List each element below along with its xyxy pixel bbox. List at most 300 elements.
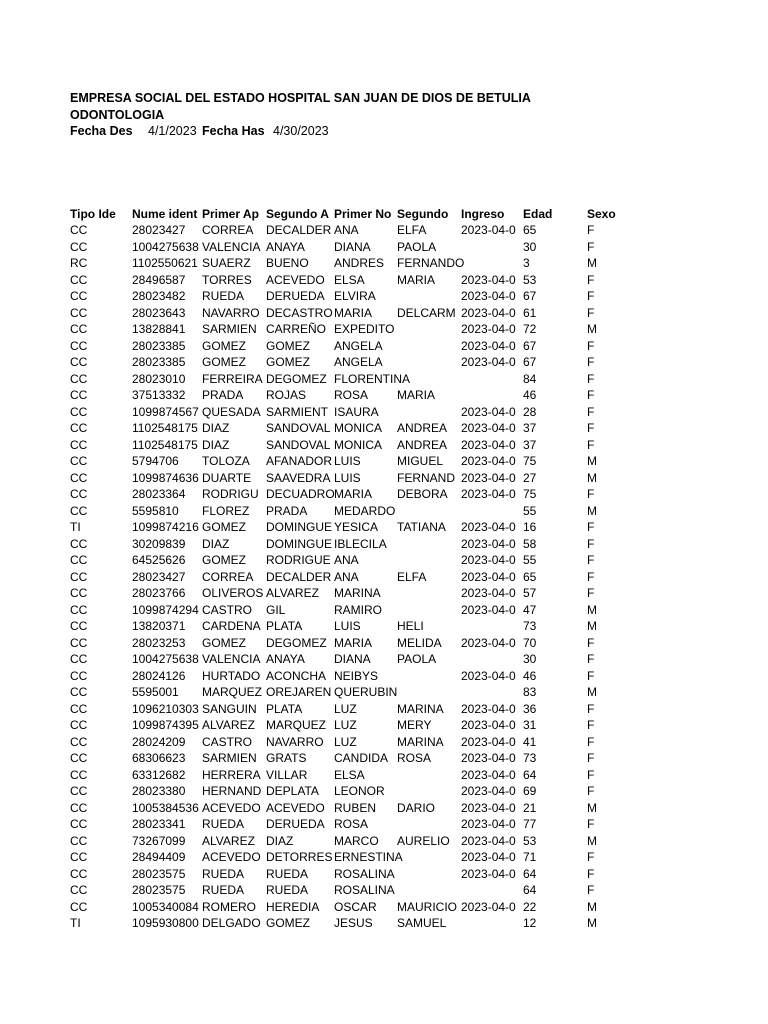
cell-tipo-ide: CC (70, 635, 88, 650)
cell-primer-nombre: ERNESTINA (334, 850, 403, 864)
cell-segundo-apellido: RUEDA (266, 883, 309, 897)
cell-primer-nombre: LUZ (334, 701, 357, 716)
cell-nume-ident: 28023643 (132, 305, 186, 320)
cell-primer-nombre: ELVIRA (334, 289, 376, 303)
cell-tipo-ide: CC (70, 899, 88, 914)
cell-ingreso: 2023-04-0 (461, 602, 516, 617)
cell-edad: 73 (523, 751, 537, 765)
cell-nume-ident: 28023385 (132, 338, 186, 353)
cell-nume-ident: 28023010 (132, 371, 186, 386)
cell-primer-nombre: LUIS (334, 470, 361, 485)
cell-sexo: F (587, 569, 595, 584)
fecha-des-label: Fecha Des (70, 124, 133, 138)
cell-primer-apellido: SUAERZ (202, 256, 251, 270)
cell-nume-ident: 1099874294 (132, 602, 199, 617)
cell-sexo: F (587, 272, 595, 287)
cell-nume-ident: 1004275638 (132, 652, 199, 666)
cell-tipo-ide: CC (70, 751, 88, 765)
cell-primer-apellido: ALVAREZ (202, 718, 255, 732)
cell-sexo: F (587, 223, 595, 237)
cell-tipo-ide: CC (70, 668, 88, 683)
cell-segundo-apellido: GOMEZ (266, 916, 310, 930)
cell-primer-apellido: GOMEZ (202, 355, 246, 369)
cell-primer-nombre: ROSALINA (334, 883, 395, 897)
cell-segundo-apellido: ROJAS (266, 388, 307, 402)
cell-segundo-apellido: DOMINGUE (266, 536, 332, 551)
cell-segundo-apellido: DEPLATA (266, 784, 319, 798)
cell-sexo: F (587, 652, 595, 666)
cell-sexo: F (587, 734, 595, 749)
cell-segundo-apellido: AFANADOR (266, 454, 333, 468)
cell-sexo: F (587, 767, 595, 782)
cell-segundo-apellido: ANAYA (266, 652, 305, 666)
cell-edad: 55 (523, 553, 537, 567)
cell-primer-apellido: ROMERO (202, 899, 256, 914)
cell-primer-nombre: YESICA (334, 520, 379, 534)
cell-primer-apellido: QUESADA (202, 404, 261, 419)
cell-primer-apellido: GOMEZ (202, 338, 246, 353)
report-subtitle: ODONTOLOGIA (70, 108, 165, 122)
cell-segundo-apellido: DERUEDA (266, 289, 325, 303)
cell-tipo-ide: CC (70, 850, 88, 864)
cell-segundo-apellido: ALVAREZ (266, 586, 319, 600)
cell-sexo: M (587, 256, 597, 270)
cell-tipo-ide: RC (70, 256, 88, 270)
cell-edad: 83 (523, 685, 537, 699)
cell-sexo: F (587, 536, 595, 551)
cell-segundo-apellido: DECUADRO (266, 487, 335, 501)
cell-primer-apellido: PRADA (202, 388, 244, 402)
cell-segundo-apellido: PLATA (266, 619, 303, 633)
cell-segundo-apellido: VILLAR (266, 767, 308, 782)
cell-tipo-ide: CC (70, 487, 88, 501)
cell-edad: 67 (523, 355, 537, 369)
cell-primer-nombre: FLORENTINA (334, 371, 411, 386)
cell-sexo: F (587, 718, 595, 732)
cell-primer-apellido: CORREA (202, 569, 254, 584)
cell-primer-nombre: DIANA (334, 239, 371, 254)
cell-nume-ident: 28023364 (132, 487, 186, 501)
cell-tipo-ide: CC (70, 883, 88, 897)
cell-edad: 57 (523, 586, 537, 600)
cell-nume-ident: 28023253 (132, 635, 186, 650)
cell-segundo-nombre: HELI (397, 619, 424, 633)
cell-primer-nombre: RAMIRO (334, 602, 382, 617)
cell-segundo-nombre: ROSA (397, 751, 432, 765)
cell-edad: 37 (523, 421, 537, 435)
cell-nume-ident: 1102548175 (132, 437, 198, 452)
cell-ingreso: 2023-04-0 (461, 850, 516, 864)
cell-sexo: F (587, 239, 595, 254)
cell-segundo-apellido: GRATS (266, 751, 307, 765)
cell-segundo-nombre: TATIANA (397, 520, 446, 534)
cell-primer-apellido: DIAZ (202, 437, 230, 452)
cell-tipo-ide: CC (70, 470, 88, 485)
report-title: EMPRESA SOCIAL DEL ESTADO HOSPITAL SAN JUAN DE DIOS DE BETULIA (70, 91, 531, 105)
header-edad: Edad (523, 207, 553, 221)
cell-tipo-ide: CC (70, 734, 88, 749)
cell-tipo-ide: CC (70, 800, 88, 815)
cell-primer-nombre: LUIS (334, 619, 361, 633)
cell-edad: 72 (523, 322, 537, 336)
cell-tipo-ide: CC (70, 586, 88, 600)
cell-sexo: F (587, 866, 595, 881)
cell-tipo-ide: CC (70, 553, 88, 567)
cell-segundo-apellido: BUENO (266, 256, 309, 270)
cell-nume-ident: 1102550621 (132, 256, 198, 270)
cell-primer-apellido: CARDENA (202, 619, 261, 633)
cell-tipo-ide: CC (70, 371, 88, 386)
cell-segundo-apellido: DEGOMEZ (266, 371, 327, 386)
cell-segundo-apellido: RODRIGUE (266, 553, 331, 567)
cell-primer-nombre: LUZ (334, 718, 357, 732)
header-segundo-nombre: Segundo (397, 207, 449, 221)
cell-sexo: F (587, 883, 595, 897)
cell-sexo: F (587, 751, 595, 765)
cell-primer-nombre: ROSA (334, 388, 369, 402)
cell-nume-ident: 1102548175 (132, 421, 198, 435)
cell-tipo-ide: CC (70, 685, 88, 699)
cell-ingreso: 2023-04-0 (461, 784, 516, 798)
cell-primer-nombre: LUZ (334, 734, 357, 749)
cell-nume-ident: 1099874216 (132, 520, 199, 534)
cell-segundo-apellido: GIL (266, 602, 286, 617)
cell-nume-ident: 28496587 (132, 272, 186, 287)
cell-ingreso: 2023-04-0 (461, 404, 516, 419)
cell-sexo: F (587, 355, 595, 369)
cell-edad: 55 (523, 503, 537, 518)
cell-primer-nombre: ANA (334, 553, 359, 567)
cell-sexo: F (587, 586, 595, 600)
cell-tipo-ide: CC (70, 718, 88, 732)
cell-tipo-ide: CC (70, 569, 88, 584)
cell-primer-apellido: DIAZ (202, 421, 230, 435)
cell-ingreso: 2023-04-0 (461, 454, 516, 468)
cell-tipo-ide: CC (70, 652, 88, 666)
cell-tipo-ide: CC (70, 305, 88, 320)
cell-primer-nombre: OSCAR (334, 899, 377, 914)
cell-sexo: M (587, 800, 597, 815)
cell-primer-apellido: SANGUIN (202, 701, 257, 716)
cell-edad: 67 (523, 338, 537, 353)
cell-segundo-nombre: FERNAND (397, 470, 456, 485)
cell-tipo-ide: CC (70, 701, 88, 716)
cell-primer-nombre: ANA (334, 223, 359, 237)
cell-tipo-ide: CC (70, 767, 88, 782)
cell-edad: 69 (523, 784, 537, 798)
cell-segundo-apellido: DEGOMEZ (266, 635, 327, 650)
cell-ingreso: 2023-04-0 (461, 751, 516, 765)
fecha-has-label: Fecha Has (202, 124, 265, 138)
cell-edad: 75 (523, 454, 537, 468)
cell-nume-ident: 5794706 (132, 454, 179, 468)
cell-primer-apellido: RODRIGU (202, 487, 259, 501)
cell-ingreso: 2023-04-0 (461, 338, 516, 353)
cell-sexo: F (587, 701, 595, 716)
cell-segundo-apellido: MARQUEZ (266, 718, 326, 732)
cell-tipo-ide: CC (70, 784, 88, 798)
cell-edad: 16 (523, 520, 537, 534)
cell-segundo-nombre: AURELIO (397, 833, 450, 848)
cell-primer-apellido: HURTADO (202, 668, 261, 683)
cell-edad: 58 (523, 536, 537, 551)
cell-primer-apellido: RUEDA (202, 817, 245, 831)
cell-segundo-apellido: OREJAREN (266, 685, 332, 699)
cell-segundo-apellido: DOMINGUE (266, 520, 332, 534)
cell-edad: 61 (523, 305, 537, 320)
cell-primer-apellido: FERREIRA (202, 371, 263, 386)
cell-edad: 36 (523, 701, 537, 716)
cell-primer-nombre: MONICA (334, 437, 382, 452)
cell-segundo-nombre: ANDREA (397, 421, 448, 435)
cell-sexo: M (587, 503, 597, 518)
cell-tipo-ide: CC (70, 289, 88, 303)
cell-tipo-ide: CC (70, 223, 88, 237)
cell-nume-ident: 1005384536 (132, 800, 199, 815)
header-ingreso: Ingreso (461, 207, 505, 221)
cell-edad: 46 (523, 388, 537, 402)
cell-nume-ident: 30209839 (132, 536, 186, 551)
cell-primer-nombre: IBLECILA (334, 536, 387, 551)
cell-ingreso: 2023-04-0 (461, 734, 516, 749)
cell-sexo: F (587, 404, 595, 419)
cell-tipo-ide: CC (70, 454, 88, 468)
cell-nume-ident: 28023482 (132, 289, 186, 303)
cell-segundo-nombre: ELFA (397, 569, 427, 584)
cell-ingreso: 2023-04-0 (461, 421, 516, 435)
header-tipo-ide: Tipo Ide (70, 207, 116, 221)
cell-nume-ident: 28494409 (132, 850, 186, 864)
cell-segundo-apellido: CARREÑO (266, 322, 327, 336)
cell-sexo: F (587, 520, 595, 534)
cell-sexo: F (587, 668, 595, 683)
cell-edad: 27 (523, 470, 537, 485)
cell-edad: 31 (523, 718, 537, 732)
cell-ingreso: 2023-04-0 (461, 635, 516, 650)
cell-edad: 67 (523, 289, 537, 303)
cell-edad: 75 (523, 487, 537, 501)
header-nume-ident: Nume ident (132, 207, 198, 221)
cell-nume-ident: 1095930800 (132, 916, 199, 930)
cell-ingreso: 2023-04-0 (461, 536, 516, 551)
cell-ingreso: 2023-04-0 (461, 866, 516, 881)
cell-primer-apellido: FLOREZ (202, 503, 250, 518)
cell-sexo: F (587, 487, 595, 501)
cell-ingreso: 2023-04-0 (461, 800, 516, 815)
cell-primer-apellido: RUEDA (202, 866, 245, 881)
cell-ingreso: 2023-04-0 (461, 767, 516, 782)
cell-nume-ident: 1004275638 (132, 239, 199, 254)
cell-nume-ident: 64525626 (132, 553, 186, 567)
cell-primer-apellido: HERRERA (202, 767, 261, 782)
cell-nume-ident: 28023575 (132, 883, 186, 897)
cell-primer-apellido: ACEVEDO (202, 850, 261, 864)
cell-primer-apellido: MARQUEZ (202, 685, 262, 699)
cell-primer-apellido: CORREA (202, 223, 254, 237)
cell-edad: 41 (523, 734, 537, 749)
cell-tipo-ide: CC (70, 355, 88, 369)
cell-segundo-apellido: SANDOVAL (266, 437, 331, 452)
cell-edad: 84 (523, 371, 537, 386)
cell-tipo-ide: CC (70, 817, 88, 831)
cell-ingreso: 2023-04-0 (461, 586, 516, 600)
cell-edad: 77 (523, 817, 537, 831)
cell-sexo: M (587, 322, 597, 336)
cell-primer-nombre: MARIA (334, 635, 373, 650)
cell-ingreso: 2023-04-0 (461, 668, 516, 683)
cell-edad: 47 (523, 602, 537, 617)
cell-primer-nombre: ELSA (334, 767, 365, 782)
cell-sexo: F (587, 305, 595, 320)
cell-sexo: M (587, 454, 597, 468)
cell-ingreso: 2023-04-0 (461, 305, 516, 320)
cell-ingreso: 2023-04-0 (461, 223, 516, 237)
cell-nume-ident: 5595810 (132, 503, 179, 518)
cell-sexo: M (587, 916, 597, 930)
cell-sexo: F (587, 289, 595, 303)
cell-ingreso: 2023-04-0 (461, 437, 516, 452)
cell-ingreso: 2023-04-0 (461, 718, 516, 732)
cell-primer-apellido: DIAZ (202, 536, 230, 551)
cell-nume-ident: 1096210303 (132, 701, 199, 716)
cell-primer-apellido: SARMIEN (202, 751, 257, 765)
cell-sexo: M (587, 833, 597, 848)
cell-primer-apellido: GOMEZ (202, 520, 246, 534)
cell-primer-apellido: VALENCIA (202, 652, 261, 666)
cell-sexo: F (587, 817, 595, 831)
cell-primer-apellido: HERNAND (202, 784, 262, 798)
cell-nume-ident: 28023427 (132, 223, 186, 237)
cell-segundo-apellido: PLATA (266, 701, 303, 716)
cell-tipo-ide: CC (70, 437, 88, 452)
cell-sexo: M (587, 602, 597, 617)
header-segundo-apellido: Segundo A (266, 207, 329, 221)
cell-ingreso: 2023-04-0 (461, 817, 516, 831)
cell-tipo-ide: CC (70, 503, 88, 518)
cell-nume-ident: 28024209 (132, 734, 186, 749)
cell-primer-apellido: GOMEZ (202, 553, 246, 567)
cell-edad: 37 (523, 437, 537, 452)
cell-tipo-ide: CC (70, 833, 88, 848)
cell-tipo-ide: CC (70, 322, 88, 336)
cell-primer-nombre: ROSALINA (334, 866, 395, 881)
cell-tipo-ide: TI (70, 916, 81, 930)
cell-segundo-nombre: MARINA (397, 734, 444, 749)
cell-primer-nombre: EXPEDITO (334, 322, 395, 336)
cell-nume-ident: 28023341 (132, 817, 186, 831)
cell-ingreso: 2023-04-0 (461, 470, 516, 485)
cell-primer-apellido: OLIVEROS (202, 586, 264, 600)
cell-edad: 53 (523, 272, 537, 287)
cell-ingreso: 2023-04-0 (461, 833, 516, 848)
cell-edad: 12 (523, 916, 537, 930)
cell-segundo-apellido: DECASTRO (266, 305, 333, 320)
cell-primer-apellido: DUARTE (202, 470, 252, 485)
cell-primer-nombre: CANDIDA (334, 751, 389, 765)
cell-primer-apellido: RUEDA (202, 289, 245, 303)
cell-primer-apellido: TORRES (202, 272, 252, 287)
cell-edad: 3 (523, 256, 530, 270)
cell-segundo-apellido: GOMEZ (266, 338, 310, 353)
cell-tipo-ide: CC (70, 602, 88, 617)
cell-edad: 28 (523, 404, 537, 419)
cell-tipo-ide: TI (70, 520, 81, 534)
header-primer-nombre: Primer No (334, 207, 392, 221)
cell-sexo: M (587, 470, 597, 485)
cell-ingreso: 2023-04-0 (461, 701, 516, 716)
cell-nume-ident: 37513332 (132, 388, 186, 402)
cell-segundo-nombre: MIGUEL (397, 454, 444, 468)
cell-nume-ident: 1005340084 (132, 899, 199, 914)
cell-ingreso: 2023-04-0 (461, 487, 516, 501)
cell-segundo-nombre: SAMUEL (397, 916, 447, 930)
cell-primer-apellido: DELGADO (202, 916, 261, 930)
cell-primer-nombre: LUIS (334, 454, 361, 468)
cell-ingreso: 2023-04-0 (461, 569, 516, 584)
cell-nume-ident: 28023427 (132, 569, 186, 584)
cell-sexo: F (587, 388, 595, 402)
cell-segundo-apellido: RUEDA (266, 866, 309, 881)
cell-nume-ident: 28023766 (132, 586, 186, 600)
cell-edad: 70 (523, 635, 537, 650)
cell-primer-nombre: ISAURA (334, 404, 379, 419)
cell-segundo-nombre: MELIDA (397, 635, 442, 650)
cell-nume-ident: 28023380 (132, 784, 186, 798)
cell-primer-nombre: ANDRES (334, 256, 385, 270)
cell-tipo-ide: CC (70, 272, 88, 287)
cell-segundo-nombre: MARIA (397, 272, 436, 287)
cell-segundo-apellido: ACONCHA (266, 668, 327, 683)
cell-nume-ident: 73267099 (132, 833, 186, 848)
cell-edad: 30 (523, 652, 537, 666)
cell-edad: 73 (523, 619, 537, 633)
cell-primer-nombre: MARIA (334, 305, 373, 320)
cell-edad: 64 (523, 767, 537, 782)
cell-segundo-apellido: DETORRES (266, 850, 333, 864)
cell-segundo-apellido: NAVARRO (266, 734, 324, 749)
cell-primer-nombre: LEONOR (334, 784, 385, 798)
cell-primer-apellido: ACEVEDO (202, 800, 261, 815)
cell-tipo-ide: CC (70, 388, 88, 402)
cell-primer-nombre: JESUS (334, 916, 373, 930)
cell-primer-nombre: NEIBYS (334, 668, 379, 683)
cell-ingreso: 2023-04-0 (461, 355, 516, 369)
cell-sexo: F (587, 784, 595, 798)
cell-nume-ident: 1099874636 (132, 470, 199, 485)
cell-tipo-ide: CC (70, 421, 88, 435)
cell-segundo-nombre: DARIO (397, 800, 436, 815)
cell-primer-apellido: RUEDA (202, 883, 245, 897)
cell-primer-apellido: NAVARRO (202, 305, 260, 320)
cell-segundo-nombre: MAURICIO (397, 899, 457, 914)
cell-segundo-nombre: PAOLA (397, 239, 437, 254)
cell-ingreso: 2023-04-0 (461, 289, 516, 303)
cell-edad: 64 (523, 883, 537, 897)
cell-segundo-apellido: HEREDIA (266, 899, 320, 914)
cell-ingreso: 2023-04-0 (461, 553, 516, 567)
cell-nume-ident: 1099874567 (132, 404, 199, 419)
cell-tipo-ide: CC (70, 866, 88, 881)
cell-sexo: F (587, 421, 595, 435)
cell-edad: 65 (523, 569, 537, 584)
cell-nume-ident: 13828841 (132, 322, 186, 336)
cell-sexo: F (587, 850, 595, 864)
cell-primer-nombre: MARCO (334, 833, 379, 848)
cell-tipo-ide: CC (70, 404, 88, 419)
cell-segundo-apellido: ANAYA (266, 239, 305, 254)
cell-segundo-nombre: MERY (397, 718, 432, 732)
cell-primer-nombre: ANGELA (334, 355, 383, 369)
